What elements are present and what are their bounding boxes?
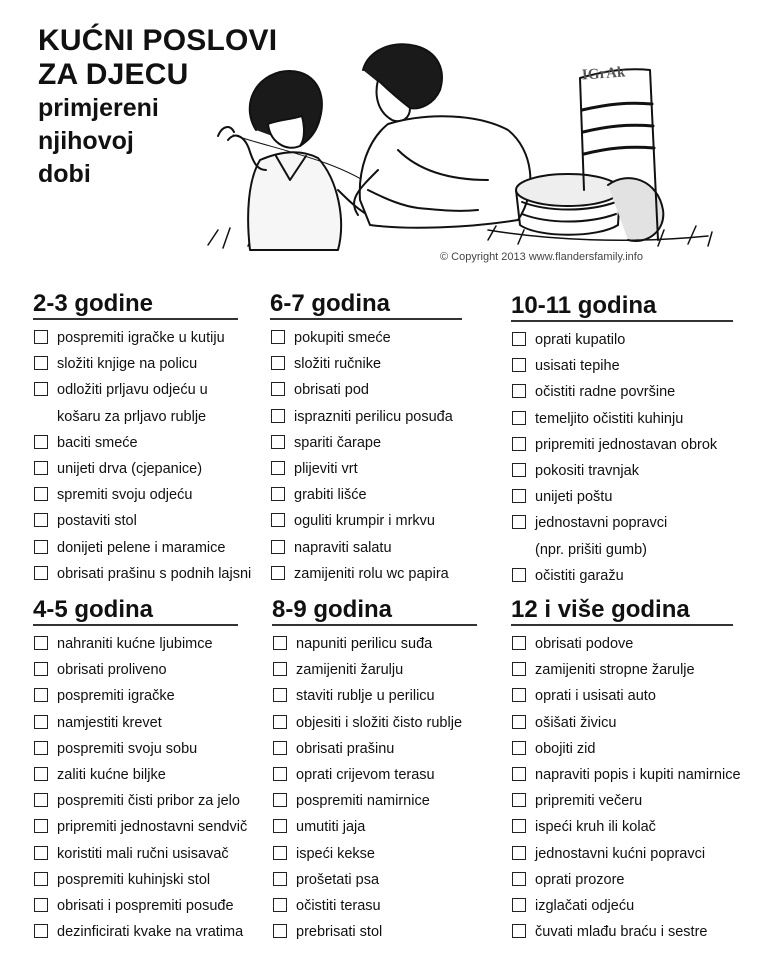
subtitle-line-1: primjereni — [38, 94, 159, 122]
checkbox[interactable] — [34, 715, 48, 729]
chore-item[interactable]: namjestiti krevet — [33, 710, 238, 736]
checkbox[interactable] — [512, 715, 526, 729]
checkbox[interactable] — [34, 662, 48, 676]
section-12-plus — [511, 596, 741, 945]
checkbox[interactable] — [512, 898, 526, 912]
checkbox[interactable] — [512, 688, 526, 702]
checkbox[interactable] — [512, 411, 526, 425]
checkbox[interactable] — [512, 819, 526, 833]
chore-item[interactable]: ispeći kruh ili kolač — [511, 814, 733, 840]
chore-item[interactable]: usisati tepihe — [511, 353, 733, 379]
chore-item[interactable]: pospremiti svoju sobu — [33, 736, 238, 762]
checkbox[interactable] — [34, 636, 48, 650]
checkbox[interactable] — [34, 461, 48, 475]
section-heading: 4-5 godina — [33, 597, 238, 626]
chore-item[interactable]: pripremiti jednostavni sendvič — [33, 814, 238, 840]
chore-item[interactable]: spariti čarape — [270, 430, 462, 456]
chore-item[interactable]: postaviti stol — [33, 508, 238, 534]
chore-item[interactable]: zaliti kućne biljke — [33, 762, 238, 788]
grak-logo: IGrAk — [581, 64, 626, 84]
checkbox[interactable] — [512, 662, 526, 676]
checkbox[interactable] — [512, 636, 526, 650]
chore-list — [33, 325, 252, 587]
chore-item[interactable]: oprati i usisati auto — [511, 683, 733, 709]
chore-item-continuation: košaru za prljavo rublje — [57, 408, 207, 425]
checkbox[interactable] — [273, 819, 287, 833]
chore-item[interactable]: unijeti drva (cjepanice) — [33, 456, 238, 482]
checkbox[interactable] — [512, 924, 526, 938]
subtitle-line-3: dobi — [38, 160, 91, 188]
checkbox[interactable] — [273, 688, 287, 702]
chore-item[interactable]: očistiti terasu — [272, 893, 477, 919]
checkbox[interactable] — [512, 358, 526, 372]
chore-item[interactable]: obrisati i pospremiti posuđe — [33, 893, 238, 919]
chore-item[interactable]: pospremiti igračke — [33, 683, 238, 709]
checkbox[interactable] — [273, 793, 287, 807]
chore-list — [270, 325, 462, 587]
chore-item[interactable]: zamijeniti žarulju — [272, 657, 477, 683]
checkbox[interactable] — [273, 872, 287, 886]
section-2-3 — [33, 290, 252, 587]
chore-item[interactable]: obrisati prašinu s podnih lajsni — [33, 561, 238, 587]
checkbox[interactable] — [271, 330, 285, 344]
chore-item[interactable]: očistiti garažu — [511, 563, 733, 589]
chore-list — [272, 631, 477, 945]
checkbox[interactable] — [273, 846, 287, 860]
checkbox[interactable] — [34, 540, 48, 554]
chore-item[interactable]: pokupiti smeće — [270, 325, 462, 351]
chore-item[interactable]: baciti smeće — [33, 430, 238, 456]
checkbox[interactable] — [512, 793, 526, 807]
chore-item[interactable]: oguliti krumpir i mrkvu — [270, 508, 462, 534]
checkbox[interactable] — [273, 898, 287, 912]
checkbox[interactable] — [512, 515, 526, 529]
chore-item[interactable]: grabiti lišće — [270, 482, 462, 508]
section-10-11 — [511, 293, 733, 589]
checkbox[interactable] — [34, 846, 48, 860]
checkbox[interactable] — [34, 356, 48, 370]
checkbox[interactable] — [34, 793, 48, 807]
chore-item[interactable]: plijeviti vrt — [270, 456, 462, 482]
checkbox[interactable] — [34, 819, 48, 833]
chore-item[interactable]: pospremiti igračke u kutiju — [33, 325, 238, 351]
title-line-2: ZA DJECU — [38, 58, 189, 91]
chore-item[interactable]: pospremiti čisti pribor za jelo — [33, 788, 238, 814]
subtitle-line-2: njihovoj — [38, 127, 134, 155]
checkbox[interactable] — [512, 489, 526, 503]
section-heading: 8-9 godina — [272, 597, 477, 626]
checkbox[interactable] — [34, 924, 48, 938]
chore-item[interactable]: jednostavni popravci — [511, 510, 733, 536]
checkbox[interactable] — [34, 330, 48, 344]
checkbox[interactable] — [512, 384, 526, 398]
chore-item[interactable]: pokositi travnjak — [511, 458, 733, 484]
sewing-illustration — [188, 40, 733, 268]
chore-item[interactable]: pospremiti namirnice — [272, 788, 477, 814]
chore-item[interactable]: oprati prozore — [511, 867, 733, 893]
chore-item[interactable]: umutiti jaja — [272, 814, 477, 840]
chore-item[interactable]: ošišati živicu — [511, 710, 733, 736]
title-line-1: KUĆNI POSLOVI — [38, 24, 278, 57]
checkbox[interactable] — [273, 767, 287, 781]
checkbox[interactable] — [34, 382, 48, 396]
chore-item[interactable]: pripremiti jednostavan obrok — [511, 432, 733, 458]
chore-item[interactable]: obojiti zid — [511, 736, 733, 762]
checkbox[interactable] — [273, 924, 287, 938]
chore-item[interactable]: nahraniti kućne ljubimce — [33, 631, 238, 657]
checkbox[interactable] — [512, 767, 526, 781]
checkbox[interactable] — [512, 872, 526, 886]
chore-item[interactable]: isprazniti perilicu posuđa — [270, 404, 462, 430]
checkbox[interactable] — [273, 715, 287, 729]
chore-item[interactable]: unijeti poštu — [511, 484, 733, 510]
chore-item[interactable]: staviti rublje u perilicu — [272, 683, 477, 709]
checkbox[interactable] — [273, 741, 287, 755]
chore-item[interactable]: temeljito očistiti kuhinju — [511, 406, 733, 432]
section-heading: 12 i više godina — [511, 597, 733, 626]
chore-item[interactable]: zamijeniti rolu wc papira — [270, 561, 462, 587]
checkbox[interactable] — [271, 356, 285, 370]
chore-item[interactable]: napraviti salatu — [270, 535, 462, 561]
chore-item-continuation: (npr. prišiti gumb) — [535, 541, 648, 558]
checkbox[interactable] — [512, 846, 526, 860]
checkbox[interactable] — [34, 741, 48, 755]
checkbox[interactable] — [271, 409, 285, 423]
checkbox[interactable] — [512, 741, 526, 755]
checkbox[interactable] — [273, 636, 287, 650]
checkbox[interactable] — [273, 662, 287, 676]
checkbox[interactable] — [271, 540, 285, 554]
chore-item[interactable]: složiti knjige na policu — [33, 351, 238, 377]
checkbox[interactable] — [34, 767, 48, 781]
checkbox[interactable] — [271, 487, 285, 501]
checkbox[interactable] — [271, 435, 285, 449]
chore-item[interactable]: zamijeniti stropne žarulje — [511, 657, 733, 683]
checkbox[interactable] — [34, 513, 48, 527]
section-8-9 — [272, 597, 477, 945]
chore-item[interactable]: dezinficirati kvake na vratima — [33, 919, 238, 945]
checkbox[interactable] — [34, 898, 48, 912]
section-heading: 2-3 godine — [33, 291, 238, 320]
section-6-7 — [270, 291, 462, 587]
checkbox[interactable] — [512, 437, 526, 451]
chore-item[interactable]: obrisati pod — [270, 377, 462, 403]
checkbox[interactable] — [271, 461, 285, 475]
chore-item[interactable]: očistiti radne površine — [511, 379, 733, 405]
chore-item[interactable]: obrisati proliveno — [33, 657, 238, 683]
checkbox[interactable] — [34, 872, 48, 886]
chore-item[interactable]: spremiti svoju odjeću — [33, 482, 238, 508]
checkbox[interactable] — [512, 568, 526, 582]
chore-item[interactable]: odložiti prljavu odjeću u — [33, 377, 238, 403]
chore-item[interactable]: donijeti pelene i maramice — [33, 535, 238, 561]
chore-item[interactable]: jednostavni kućni popravci — [511, 841, 733, 867]
chore-item[interactable]: prebrisati stol — [272, 919, 477, 945]
chore-list — [511, 327, 733, 589]
section-4-5 — [33, 596, 248, 945]
section-heading: 6-7 godina — [270, 291, 462, 320]
chore-item[interactable]: čuvati mlađu braću i sestre — [511, 919, 733, 945]
chore-list — [511, 631, 741, 945]
chore-item[interactable]: pripremiti večeru — [511, 788, 733, 814]
checkbox[interactable] — [512, 463, 526, 477]
chore-item[interactable]: složiti ručnike — [270, 351, 462, 377]
chore-item[interactable]: ispeći kekse — [272, 841, 477, 867]
chore-item[interactable]: napuniti perilicu suđa — [272, 631, 477, 657]
checkbox[interactable] — [34, 435, 48, 449]
checkbox[interactable] — [512, 332, 526, 346]
chore-item[interactable]: izglačati odjeću — [511, 893, 733, 919]
chore-item[interactable]: objesiti i složiti čisto rublje — [272, 710, 477, 736]
checkbox[interactable] — [271, 566, 285, 580]
chore-item[interactable]: obrisati podove — [511, 631, 733, 657]
checkbox[interactable] — [271, 382, 285, 396]
copyright-text: © Copyright 2013 www.flandersfamily.info — [440, 251, 643, 263]
chore-item[interactable]: oprati kupatilo — [511, 327, 733, 353]
checkbox[interactable] — [34, 566, 48, 580]
chore-item[interactable]: napraviti popis i kupiti namirnice — [511, 762, 733, 788]
chore-item[interactable]: prošetati psa — [272, 867, 477, 893]
section-heading: 10-11 godina — [511, 293, 733, 322]
chore-item[interactable]: koristiti mali ručni usisavač — [33, 841, 238, 867]
chore-item[interactable]: pospremiti kuhinjski stol — [33, 867, 238, 893]
chore-item[interactable]: oprati crijevom terasu — [272, 762, 477, 788]
checkbox[interactable] — [34, 688, 48, 702]
chore-item[interactable]: obrisati prašinu — [272, 736, 477, 762]
checkbox[interactable] — [271, 513, 285, 527]
chore-list — [33, 631, 248, 945]
checkbox[interactable] — [34, 487, 48, 501]
